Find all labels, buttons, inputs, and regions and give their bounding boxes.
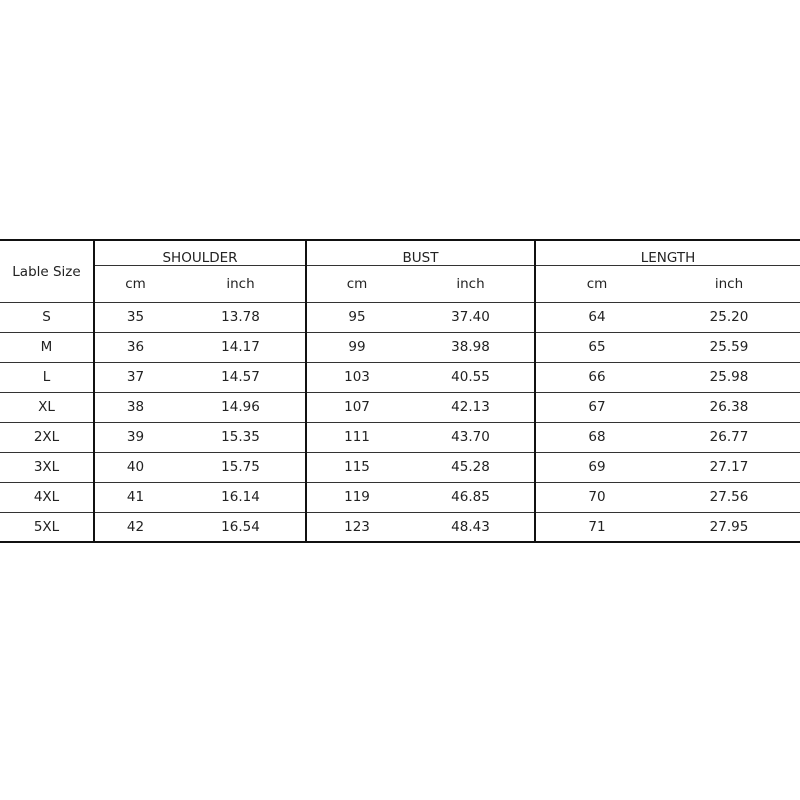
bust-inch-cell: 42.13 xyxy=(407,392,535,422)
length-cm-cell: 68 xyxy=(535,422,658,452)
shoulder-cm-cell: 40 xyxy=(94,452,176,482)
bust-inch-cell: 46.85 xyxy=(407,482,535,512)
length-inch-cell: 27.95 xyxy=(658,512,800,542)
size-label-cell: 5XL xyxy=(0,512,94,542)
length-inch-cell: 26.77 xyxy=(658,422,800,452)
bust-cm-cell: 95 xyxy=(306,302,407,332)
shoulder-cm-cell: 41 xyxy=(94,482,176,512)
shoulder-cm-cell: 35 xyxy=(94,302,176,332)
bust-cm-cell: 119 xyxy=(306,482,407,512)
bust-cm-cell: 99 xyxy=(306,332,407,362)
length-inch-header: inch xyxy=(658,265,800,302)
shoulder-cm-cell: 37 xyxy=(94,362,176,392)
length-inch-cell: 27.17 xyxy=(658,452,800,482)
bust-cm-cell: 123 xyxy=(306,512,407,542)
shoulder-inch-cell: 14.17 xyxy=(176,332,306,362)
shoulder-cm-cell: 42 xyxy=(94,512,176,542)
table-row xyxy=(0,512,800,542)
size-label-cell: XL xyxy=(0,392,94,422)
bust-inch-cell: 45.28 xyxy=(407,452,535,482)
size-label-cell: M xyxy=(0,332,94,362)
bust-cm-cell: 107 xyxy=(306,392,407,422)
table-row xyxy=(0,482,800,512)
length-inch-cell: 26.38 xyxy=(658,392,800,422)
shoulder-header: SHOULDER xyxy=(94,240,306,265)
size-label-cell: S xyxy=(0,302,94,332)
bust-inch-cell: 48.43 xyxy=(407,512,535,542)
bust-inch-cell: 37.40 xyxy=(407,302,535,332)
shoulder-cm-cell: 38 xyxy=(94,392,176,422)
shoulder-inch-cell: 14.96 xyxy=(176,392,306,422)
length-cm-cell: 70 xyxy=(535,482,658,512)
size-label-cell: L xyxy=(0,362,94,392)
length-cm-cell: 66 xyxy=(535,362,658,392)
shoulder-inch-cell: 16.54 xyxy=(176,512,306,542)
table-row xyxy=(0,392,800,422)
table-row xyxy=(0,452,800,482)
size-label-cell: 3XL xyxy=(0,452,94,482)
table-row xyxy=(0,422,800,452)
shoulder-inch-cell: 15.35 xyxy=(176,422,306,452)
group-header-row xyxy=(0,240,800,265)
shoulder-cm-cell: 39 xyxy=(94,422,176,452)
length-cm-cell: 67 xyxy=(535,392,658,422)
length-inch-cell: 27.56 xyxy=(658,482,800,512)
length-cm-cell: 69 xyxy=(535,452,658,482)
label-size-header: Lable Size xyxy=(0,240,94,302)
length-inch-cell: 25.98 xyxy=(658,362,800,392)
length-inch-cell: 25.59 xyxy=(658,332,800,362)
length-header: LENGTH xyxy=(535,240,800,265)
table-row xyxy=(0,332,800,362)
bust-inch-cell: 40.55 xyxy=(407,362,535,392)
size-label-cell: 4XL xyxy=(0,482,94,512)
length-cm-header: cm xyxy=(535,265,658,302)
table-row xyxy=(0,362,800,392)
shoulder-inch-header: inch xyxy=(176,265,306,302)
size-label-cell: 2XL xyxy=(0,422,94,452)
length-cm-cell: 64 xyxy=(535,302,658,332)
unit-header-row xyxy=(0,265,800,302)
bust-cm-cell: 115 xyxy=(306,452,407,482)
length-cm-cell: 71 xyxy=(535,512,658,542)
shoulder-cm-header: cm xyxy=(94,265,176,302)
table-row xyxy=(0,302,800,332)
shoulder-inch-cell: 15.75 xyxy=(176,452,306,482)
shoulder-inch-cell: 16.14 xyxy=(176,482,306,512)
bust-cm-header: cm xyxy=(306,265,407,302)
shoulder-inch-cell: 14.57 xyxy=(176,362,306,392)
bust-inch-cell: 38.98 xyxy=(407,332,535,362)
bust-cm-cell: 103 xyxy=(306,362,407,392)
shoulder-cm-cell: 36 xyxy=(94,332,176,362)
bust-header: BUST xyxy=(306,240,535,265)
length-inch-cell: 25.20 xyxy=(658,302,800,332)
shoulder-inch-cell: 13.78 xyxy=(176,302,306,332)
bust-cm-cell: 111 xyxy=(306,422,407,452)
table-body xyxy=(0,302,800,542)
length-cm-cell: 65 xyxy=(535,332,658,362)
bust-inch-header: inch xyxy=(407,265,535,302)
size-chart-table xyxy=(0,239,800,543)
bust-inch-cell: 43.70 xyxy=(407,422,535,452)
